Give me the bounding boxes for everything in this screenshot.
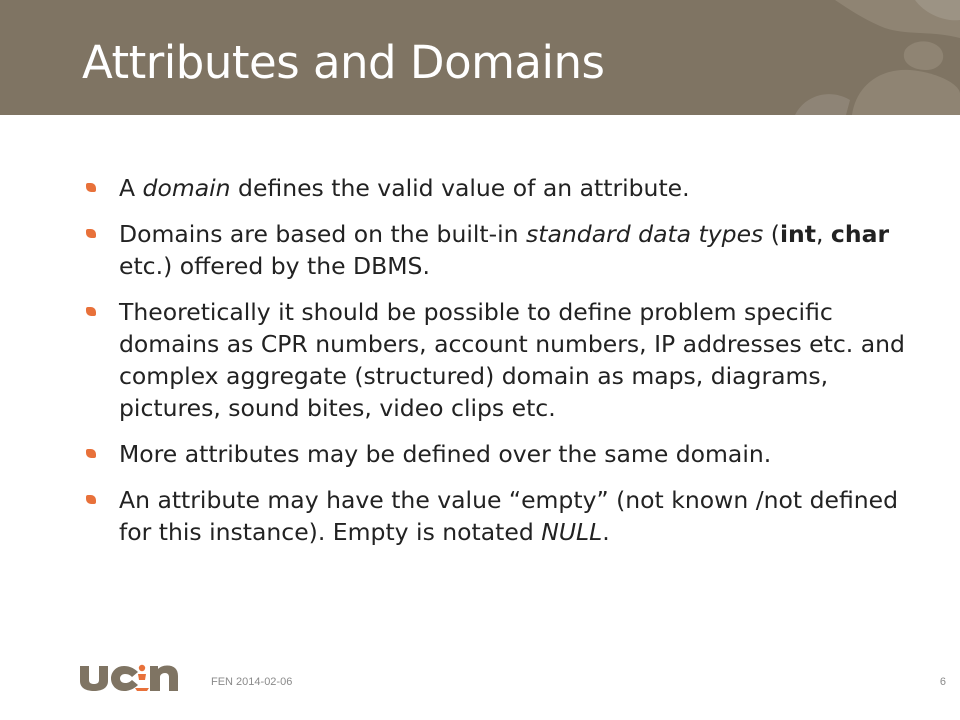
bullet-item [86, 296, 926, 424]
bullet-text: A [119, 174, 143, 202]
title-bar [0, 0, 960, 115]
bullet-item [86, 218, 926, 282]
bullet-marker-icon [86, 229, 96, 238]
bullet-text-italic: domain [142, 174, 231, 202]
bullet-marker-icon [86, 307, 96, 316]
bullet-item [86, 484, 926, 548]
bullet-text-italic: NULL [541, 518, 603, 546]
bullet-text: More attributes may be defined over the same domain. [119, 440, 772, 468]
bullet-marker-icon [86, 449, 96, 458]
bullet-text: defines the valid value of an attribute. [230, 174, 690, 202]
ucn-logo [78, 662, 182, 692]
bullet-text: , [815, 220, 831, 248]
bullet-text: Domains are based on the built-in [119, 220, 527, 248]
bullet-text: Theoretically it should be possible to define problem specific domains as CPR numbers, account numbers, IP addresses etc. and complex aggregate (structured) domain as maps, diagrams, pictures, sound bites, video clips etc. [119, 298, 905, 422]
bullet-marker-icon [86, 495, 96, 504]
bullet-text-bold: char [830, 220, 890, 248]
bullet-text: etc.) offered by the DBMS. [119, 252, 430, 280]
bullet-text-bold: int [779, 220, 816, 248]
bullet-marker-icon [86, 183, 96, 192]
bullet-text: ( [763, 220, 780, 248]
footer-date: FEN 2014-02-06 [211, 676, 293, 688]
bullet-item [86, 172, 926, 204]
slide-number: 6 [939, 676, 946, 688]
slide-title: Attributes and Domains [82, 36, 605, 89]
bullet-text: . [602, 518, 610, 546]
bullet-list [86, 172, 926, 562]
bullet-text-italic: standard data types [526, 220, 764, 248]
bullet-text: An attribute may have the value “empty” (not known /not defined for this instance). Empty is notated [119, 486, 899, 546]
bullet-item [86, 438, 926, 470]
